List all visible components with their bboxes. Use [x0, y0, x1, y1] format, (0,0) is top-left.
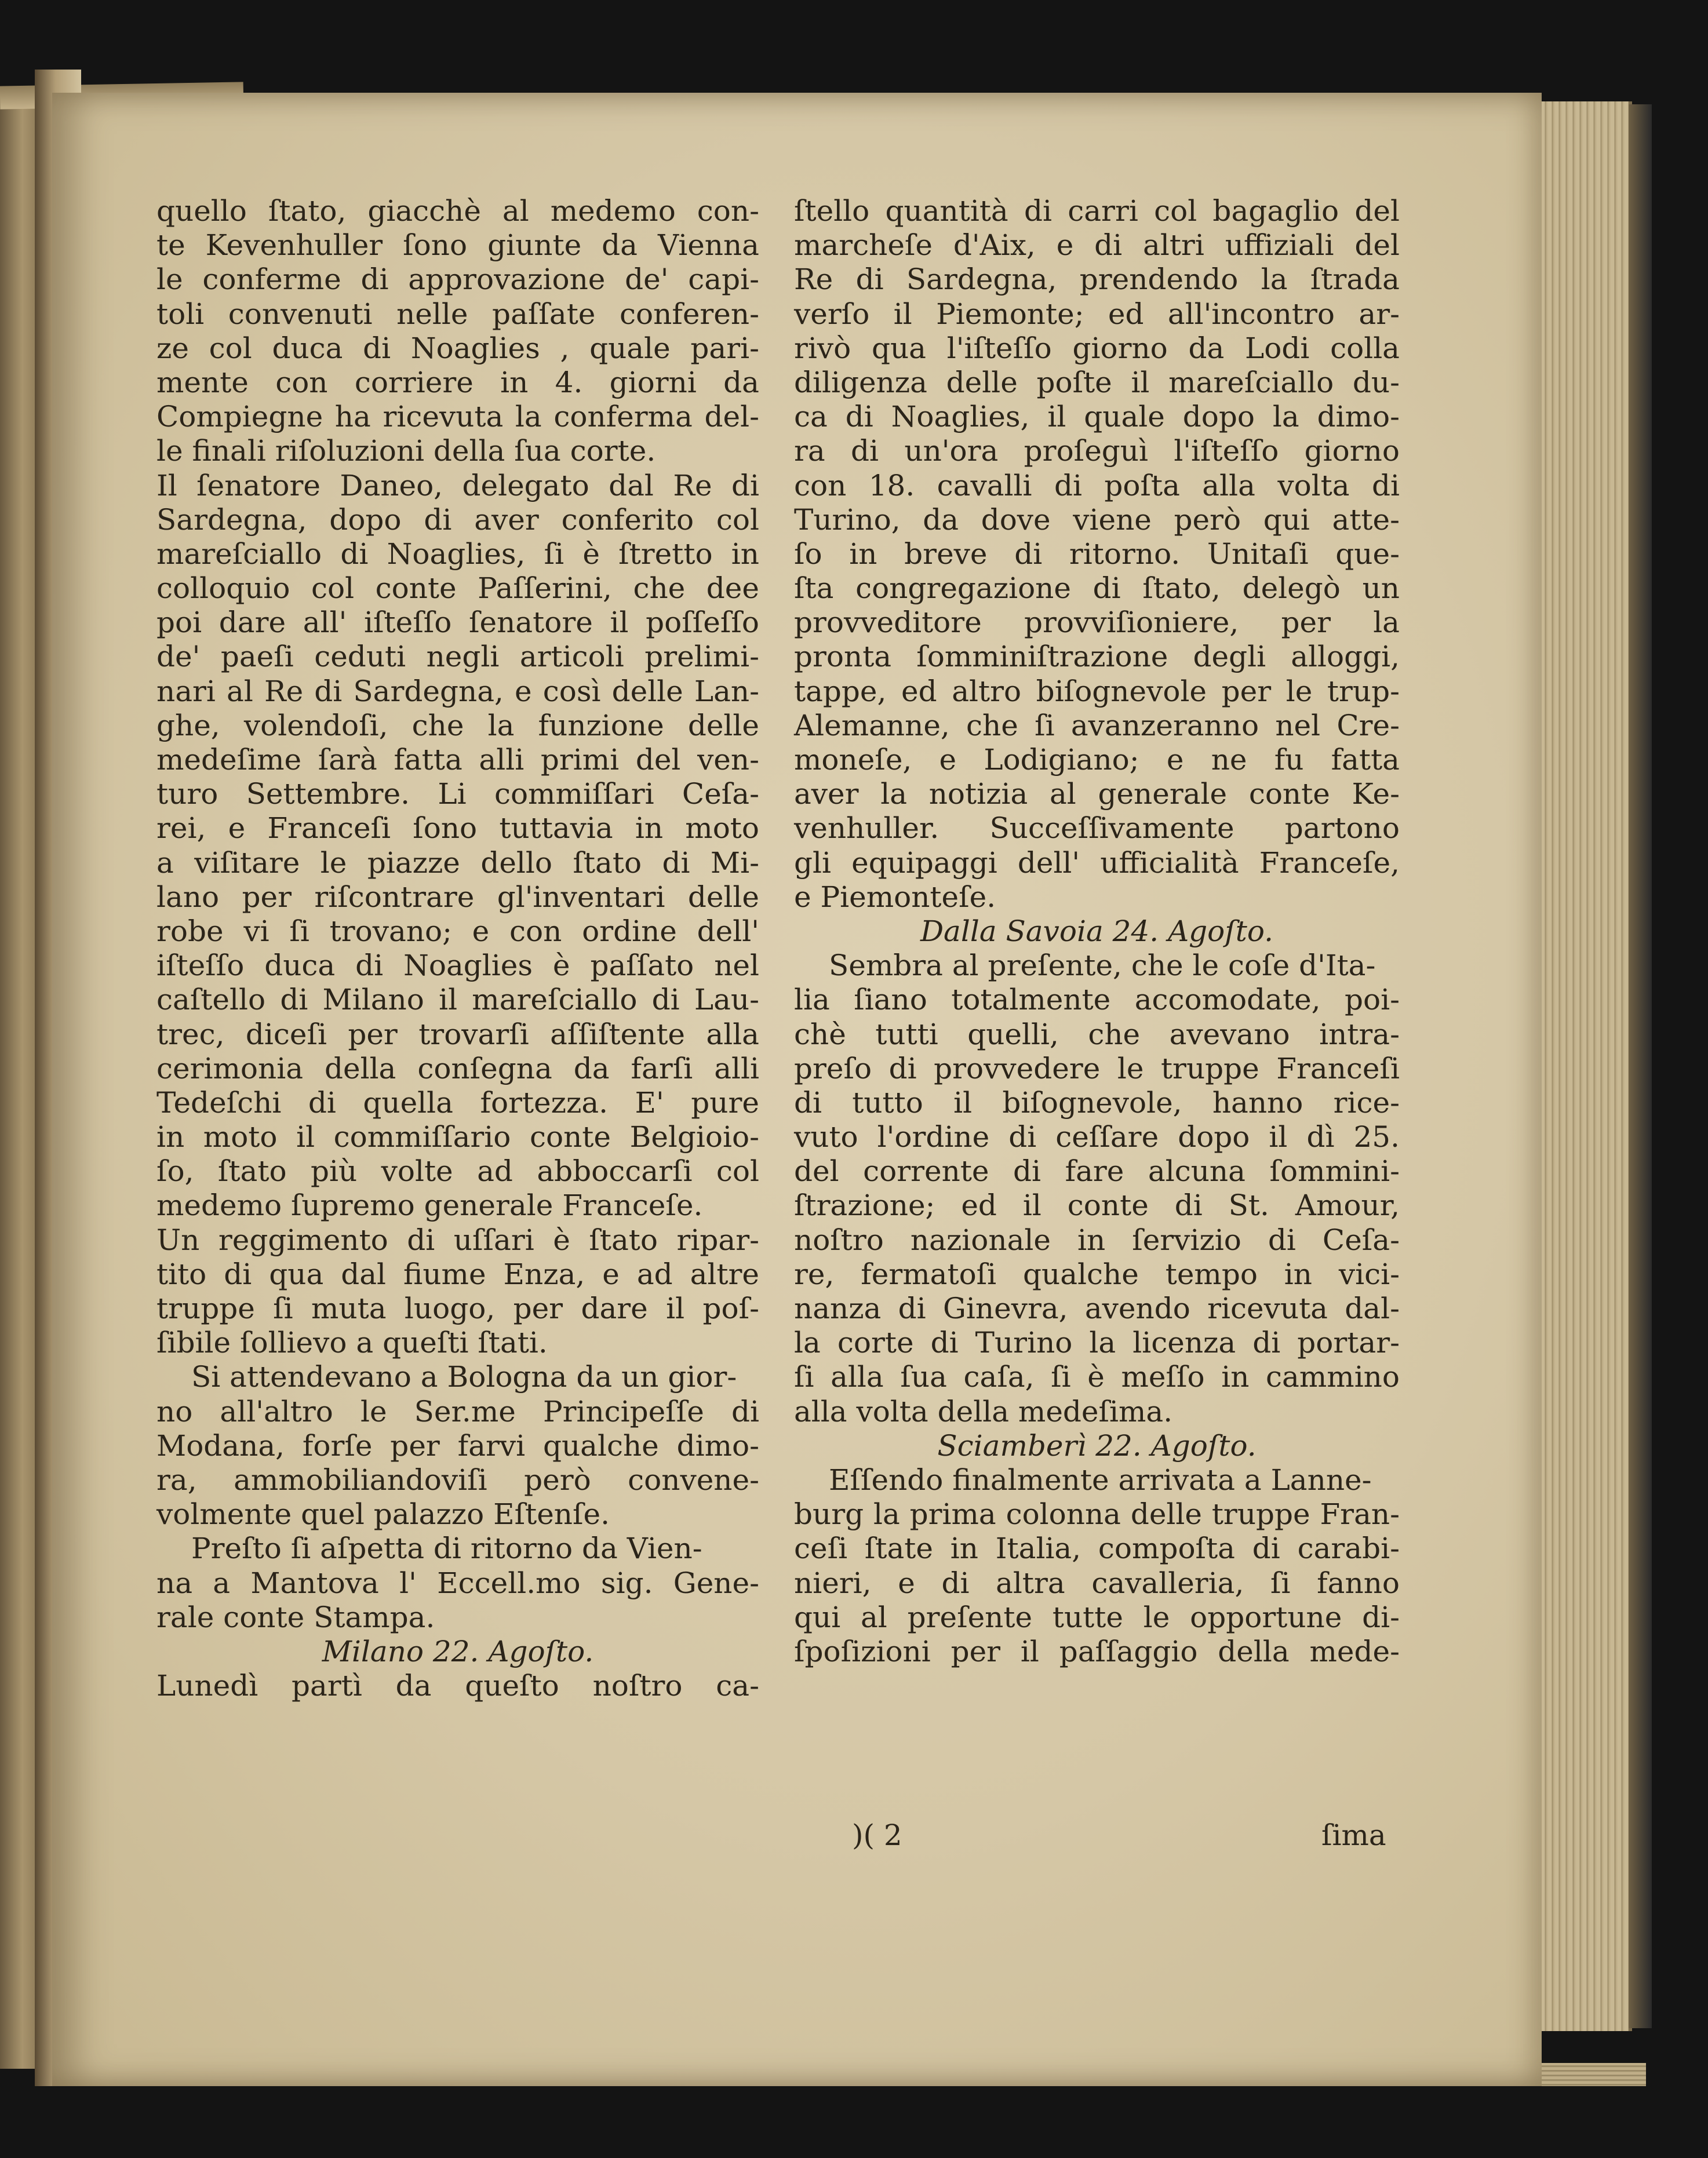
right-text-line: ca di Noaglies, il quale dopo la dimo-	[794, 400, 1400, 434]
left-column	[156, 194, 759, 1703]
left-text-line: tito di qua dal fiume Enza, e ad altre	[156, 1257, 759, 1291]
right-text-line: e Piemonteſe.	[794, 880, 996, 914]
left-text-line: Un reggimento di uſſari è ſtato ripar-	[156, 1223, 759, 1257]
left-text-line: robe vi ſi trovano; e con ordine dell'	[156, 914, 759, 948]
right-text-line: ſtello quantità di carri col bagaglio del	[794, 194, 1400, 228]
right-text-line: ceſi ſtate in Italia, compoſta di carabi-	[794, 1532, 1400, 1566]
left-text-line: iſteſſo duca di Noaglies è paſſato nel	[156, 949, 759, 983]
left-text-line: ra, ammobiliandoviſi però convene-	[156, 1463, 759, 1497]
right-text-line: del corrente di fare alcuna ſommini-	[794, 1154, 1400, 1189]
right-text-line: ſta congregazione di ſtato, delegò un	[794, 571, 1400, 606]
right-text-line: Re di Sardegna, prendendo la ſtrada	[794, 263, 1400, 297]
left-text-line: ghe, volendoſi, che la funzione delle	[156, 708, 759, 742]
left-text-line: cerimonia della conſegna da farſi alli	[156, 1051, 759, 1085]
right-dateline: Sciamberì 22. Agoſto.	[937, 1428, 1257, 1463]
right-text-line: ſpoſizioni per il paſſaggio della mede-	[794, 1634, 1400, 1668]
right-text-line: qui al preſente tutte le opportune di-	[794, 1600, 1400, 1634]
right-text-line: Turino, da dove viene però qui atte-	[794, 502, 1400, 537]
left-text-line: no all'altro le Ser.me Principeſſe di	[156, 1394, 759, 1428]
left-text-line: lano per riſcontrare gl'inventari delle	[156, 880, 759, 914]
left-text-line: Modana, forſe per farvi qualche dimo-	[156, 1428, 759, 1463]
right-text-line: verſo il Piemonte; ed all'incontro ar-	[794, 297, 1400, 331]
left-text-line: mente con corriere in 4. giorni da	[156, 365, 759, 399]
left-text-line: le conferme di approvazione de' capi-	[156, 263, 759, 297]
left-text-line: quello ſtato, giacchè al medemo con-	[156, 194, 759, 228]
left-text-line: le finali riſoluzioni della ſua corte.	[156, 434, 656, 468]
left-text-line: na a Mantova l' Eccell.mo sig. Gene-	[156, 1566, 759, 1600]
right-text-line: aver la notizia al generale conte Ke-	[794, 777, 1400, 811]
left-text-line: medeſime ſarà fatta alli primi del ven-	[156, 743, 759, 777]
left-text-line: de' paeſi ceduti negli articoli prelimi-	[156, 640, 759, 674]
left-text-line: medemo ſupremo generale Franceſe.	[156, 1189, 703, 1223]
left-dateline: Milano 22. Agoſto.	[322, 1634, 594, 1668]
signature-mark: )( 2	[852, 1818, 902, 1852]
left-text-line: in moto il commiſſario conte Belgioio-	[156, 1120, 759, 1154]
right-text-line: gli equipaggi dell' ufficialità Franceſe,	[794, 845, 1400, 880]
right-text-line: noſtro nazionale in ſervizio di Ceſa-	[794, 1223, 1400, 1257]
left-text-line: te Kevenhuller ſono giunte da Vienna	[156, 228, 759, 263]
right-text-line: diligenza delle poſte il mareſciallo du-	[794, 365, 1400, 399]
right-text-line: la corte di Turino la licenza di portar-	[794, 1326, 1400, 1360]
right-text-line: preſo di provvedere le truppe Franceſi	[794, 1051, 1400, 1085]
left-text-line: ſibile ſollievo a queſti ſtati.	[156, 1326, 548, 1360]
left-text-line: volmente quel palazzo Eſtenſe.	[156, 1497, 610, 1532]
right-text-line: venhuller. Succeſſivamente partono	[794, 811, 1400, 845]
right-text-line: Eſſendo finalmente arrivata a Lanne-	[829, 1463, 1372, 1497]
left-text-line: rale conte Stampa.	[156, 1600, 435, 1634]
right-text-line: di tutto il biſognevole, hanno rice-	[794, 1085, 1400, 1120]
right-text-line: ſi alla ſua caſa, ſi è meſſo in cammino	[794, 1360, 1400, 1394]
right-text-line: nanza di Ginevra, avendo ricevuta dal-	[794, 1292, 1400, 1325]
right-text-line: moneſe, e Lodigiano; e ne fu fatta	[794, 743, 1400, 777]
catchword: ſima	[1321, 1818, 1386, 1852]
page-stack-shadow	[1629, 104, 1652, 2028]
right-text-line: alla volta della medeſima.	[794, 1394, 1173, 1428]
right-text-line: rivò qua l'iſteſſo giorno da Lodi colla	[794, 331, 1400, 365]
left-text-line: rei, e Franceſi ſono tuttavia in moto	[156, 811, 759, 845]
right-text-line: ſo in breve di ritorno. Unitaſi que-	[794, 537, 1400, 571]
right-text-line: ſtrazione; ed il conte di St. Amour,	[794, 1189, 1400, 1223]
left-text-line: a viſitare le piazze dello ſtato di Mi-	[156, 845, 759, 880]
right-text-line: con 18. cavalli di poſta alla volta di	[794, 468, 1400, 502]
right-column	[794, 194, 1400, 1669]
right-text-line: lia ſiano totalmente accomodate, poi-	[794, 983, 1400, 1017]
right-text-line: burg la prima colonna delle truppe Fran-	[794, 1497, 1400, 1532]
left-text-line: Compiegne ha ricevuta la conferma del-	[156, 400, 759, 434]
right-text-line: tappe, ed altro biſognevole per le trup-	[794, 674, 1400, 708]
right-dateline: Dalla Savoia 24. Agoſto.	[920, 914, 1274, 948]
right-text-line: Alemanne, che ſi avanzeranno nel Cre-	[794, 708, 1400, 742]
right-text-line: Sembra al preſente, che le coſe d'Ita-	[829, 949, 1376, 983]
right-text-line: nieri, e di altra cavalleria, ſi fanno	[794, 1566, 1400, 1600]
left-text-line: nari al Re di Sardegna, e così delle Lan-	[156, 674, 759, 708]
left-text-line: ze col duca di Noaglies , quale pari-	[156, 331, 759, 365]
right-text-line: ra di un'ora proſeguì l'iſteſſo giorno	[794, 434, 1400, 468]
right-text-line: marcheſe d'Aix, e di altri uffiziali del	[794, 228, 1400, 263]
right-text-line: vuto l'ordine di ceſſare dopo il dì 25.	[794, 1120, 1400, 1154]
left-text-line: truppe ſi muta luogo, per dare il poſ-	[156, 1292, 759, 1325]
right-text-line: pronta ſomminiſtrazione degli alloggi,	[794, 640, 1400, 674]
right-text-line: re, fermatoſi qualche tempo in vici-	[794, 1257, 1400, 1291]
left-text-line: toli convenuti nelle paſſate conferen-	[156, 297, 759, 331]
left-text-line: caſtello di Milano il mareſciallo di Lau-	[156, 983, 759, 1017]
left-text-line: Si attendevano a Bologna da un gior-	[191, 1360, 737, 1394]
left-text-line: Preſto ſi aſpetta di ritorno da Vien-	[191, 1532, 702, 1566]
left-text-line: Lunedì partì da queſto noſtro ca-	[156, 1669, 759, 1703]
left-text-line: mareſciallo di Noaglies, ſi è ſtretto in	[156, 537, 759, 571]
left-text-line: Tedeſchi di quella fortezza. E' pure	[156, 1085, 759, 1120]
left-text-line: ſo, ſtato più volte ad abboccarſi col	[156, 1154, 759, 1189]
left-text-line: trec, diceſi per trovarſi aſſiſtente alla	[156, 1017, 759, 1051]
left-text-line: Sardegna, dopo di aver conferito col	[156, 502, 759, 537]
left-text-line: Il ſenatore Daneo, delegato dal Re di	[156, 468, 759, 502]
left-text-line: turo Settembre. Li commiſſari Ceſa-	[156, 777, 759, 811]
left-text-line: poi dare all' iſteſſo ſenatore il poſſeſſo	[156, 606, 759, 640]
right-text-line: provveditore provviſioniere, per la	[794, 606, 1400, 640]
right-text-line: chè tutti quelli, che avevano intra-	[794, 1017, 1400, 1051]
left-text-line: colloquio col conte Paſſerini, che dee	[156, 571, 759, 606]
